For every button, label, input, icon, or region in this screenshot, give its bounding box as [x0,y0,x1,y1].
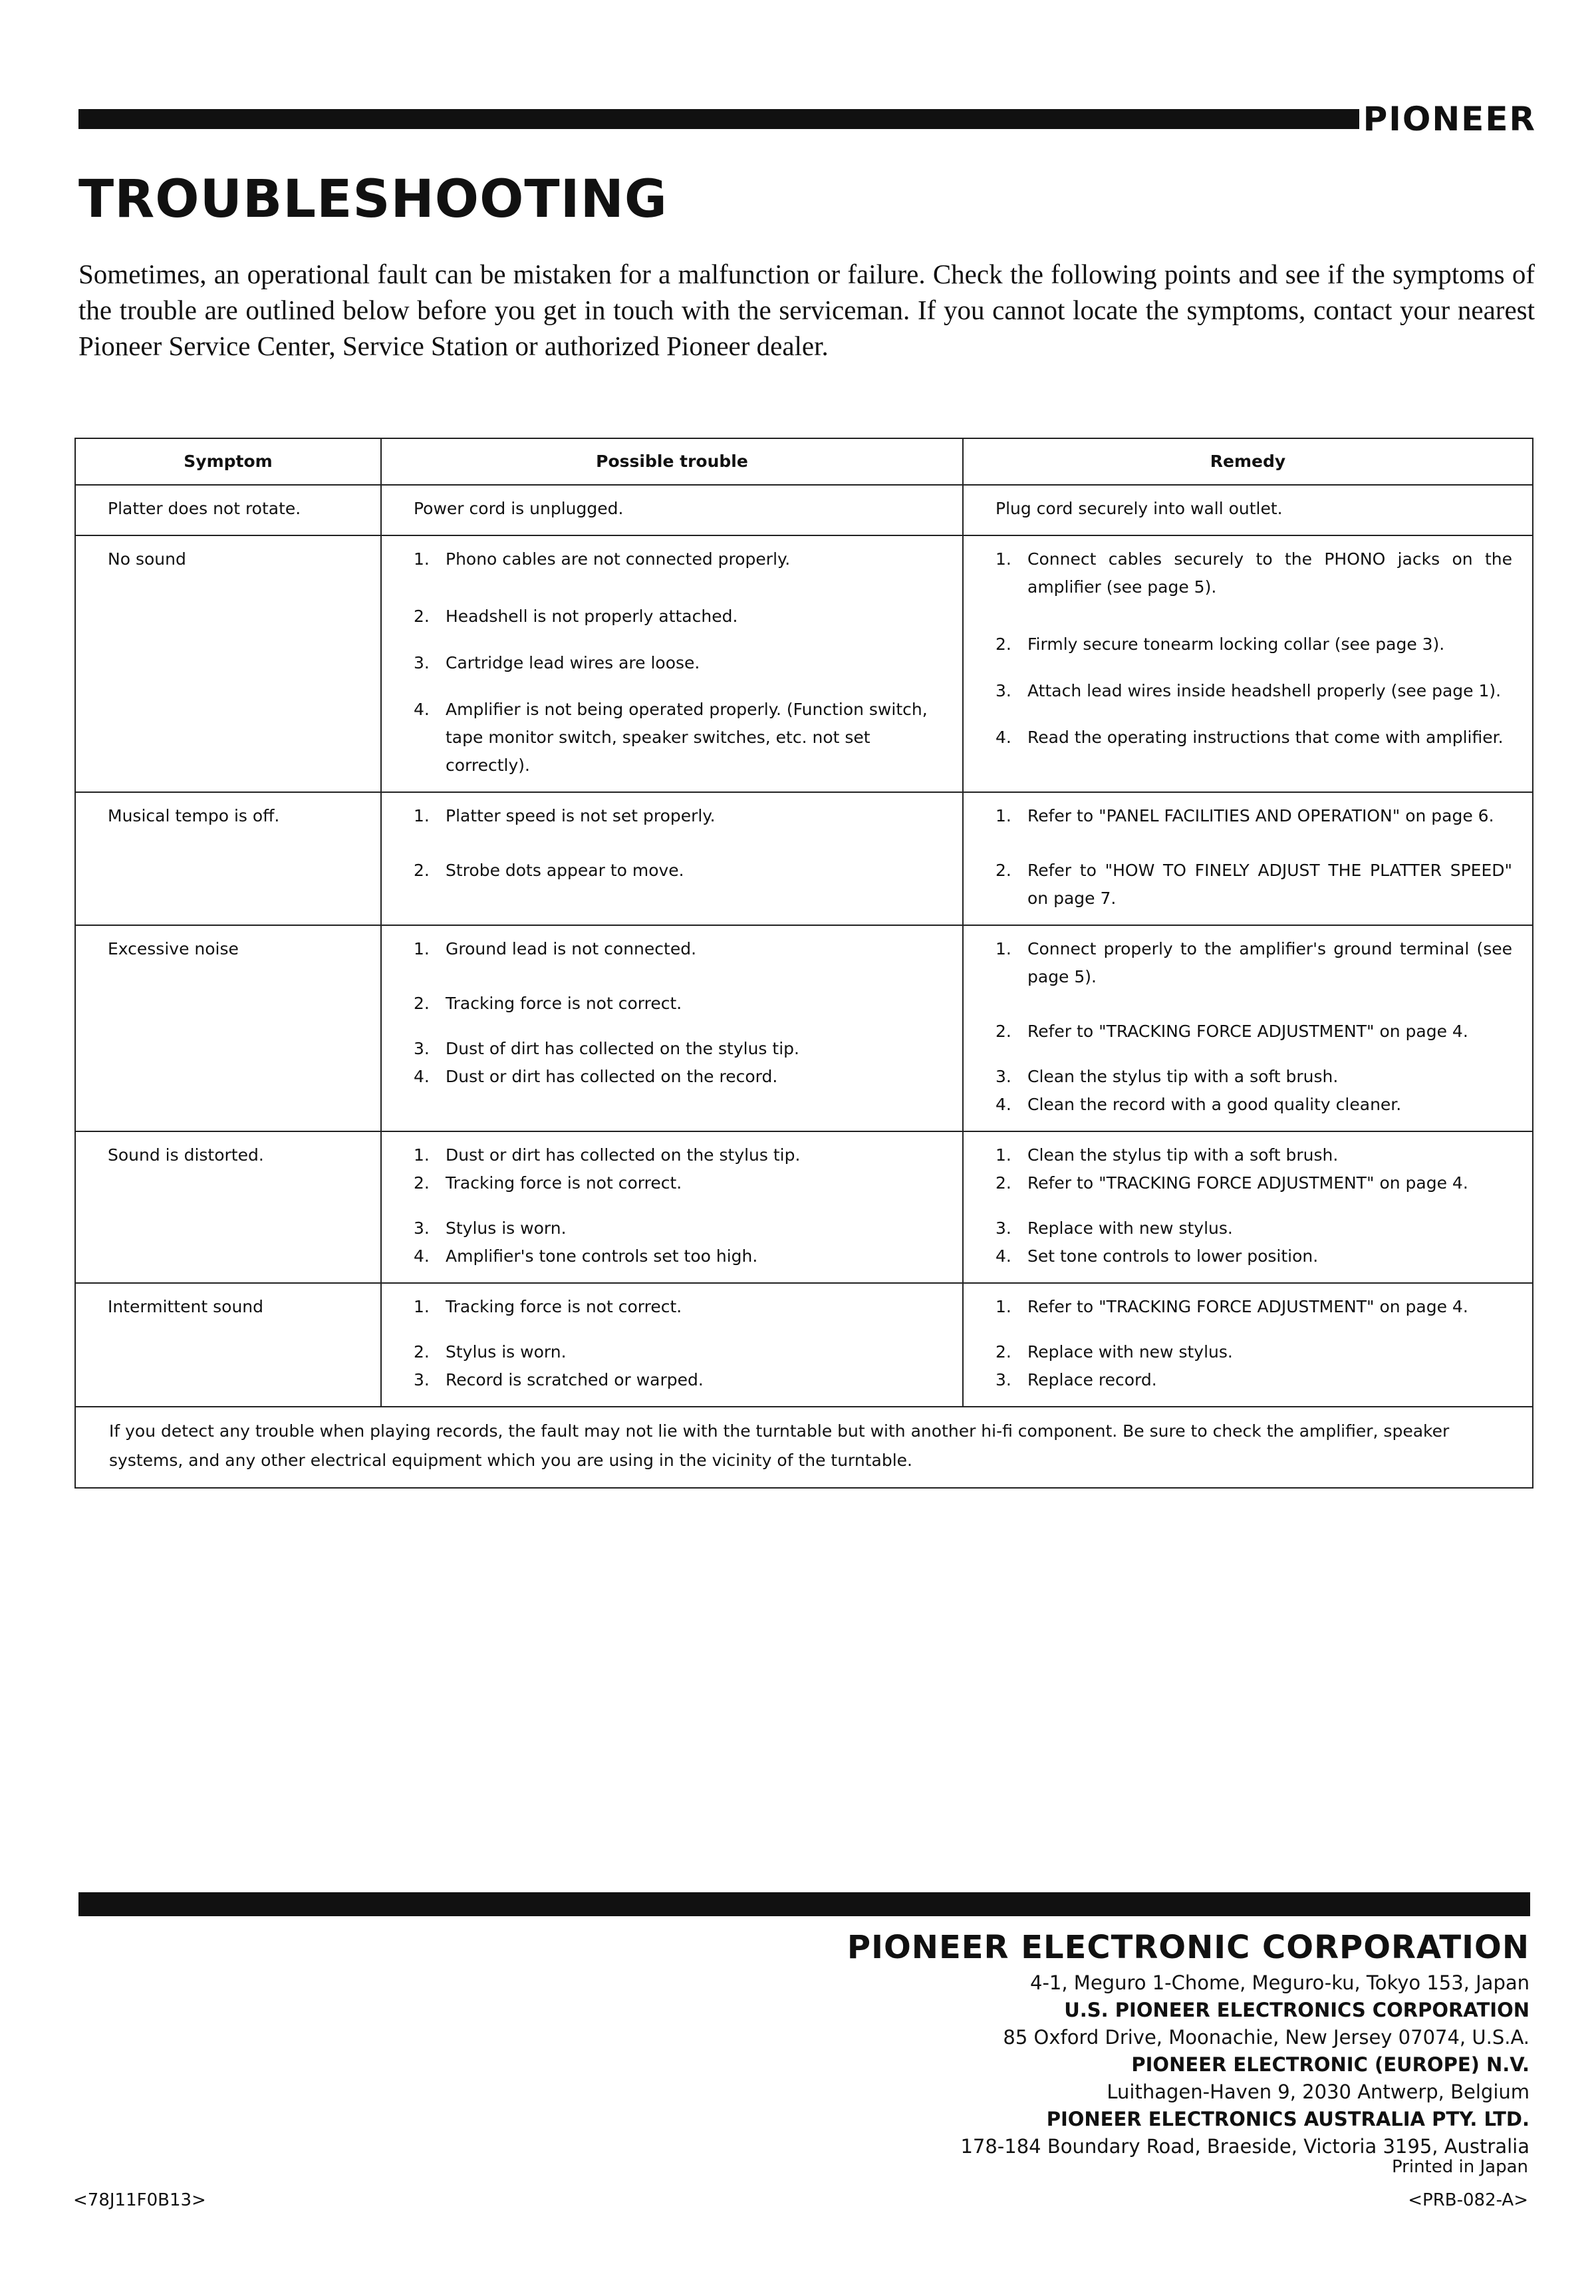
item-number: 1. [414,939,430,958]
item-text: Amplifier's tone controls set too high. [446,1246,758,1266]
trouble-item [414,1293,942,1321]
trouble-item [414,545,942,573]
item-text: Plug cord securely into wall outlet. [996,499,1283,518]
remedy-item [996,1018,1512,1046]
item-text: Connect properly to the amplifier's ground terminal (see page 5). [1027,939,1512,986]
footer-rule [78,1892,1530,1916]
trouble-item [414,1366,942,1394]
symptom-cell: Excessive noise [75,925,381,1131]
item-number: 3. [996,1219,1011,1238]
trouble-item [414,603,942,631]
item-text: Dust or dirt has collected on the record. [446,1067,778,1086]
remedy-item [996,1063,1512,1091]
remedy-item [996,1338,1512,1366]
item-number: 4. [414,700,430,719]
brand-logo: PIONEER [1363,100,1536,138]
item-number: 2. [996,861,1011,880]
intro-paragraph: Sometimes, an operational fault can be mistaken for a malfunction or failure. Check the following points and see if the symptoms of the trouble are outlined below before you get in touch with the serviceman. If you cannot locate the symptoms, contact your nearest Pioneer Service Center, Service Station or authorized Pioneer dealer. [78,259,1535,361]
header-bar [78,100,1536,138]
remedy-item [996,1141,1512,1169]
item-text: Attach lead wires inside headshell properly (see page 1). [1027,681,1502,700]
trouble-item [414,649,942,677]
company-address: 4-1, Meguro 1-Chome, Meguro-ku, Tokyo 153, Japan [1030,1971,1530,1994]
table-header-row [75,438,1533,485]
item-text: Tracking force is not correct. [446,994,682,1013]
item-number: 4. [996,728,1011,747]
trouble-item [414,857,942,885]
troubleshooting-table [74,438,1533,1489]
trouble-item [414,1242,942,1270]
item-text: Strobe dots appear to move. [446,861,684,880]
item-text: Platter speed is not set properly. [446,806,716,825]
table-row [75,1283,1533,1407]
item-text: Connect cables securely to the PHONO jacks on the amplifier (see page 5). [1027,549,1512,597]
header-rule [78,109,1359,129]
possible-trouble-cell [381,1131,963,1283]
remedy-item [996,631,1512,658]
remedy-item [996,1242,1512,1270]
remedy-item [996,1091,1512,1119]
item-text: Replace record. [1027,1370,1157,1389]
symptom-cell: Platter does not rotate. [75,485,381,535]
item-text: Phono cables are not connected properly. [446,549,791,569]
remedy-cell [963,925,1533,1131]
item-number: 4. [996,1095,1011,1114]
trouble-item [414,1063,942,1091]
item-text: Stylus is worn. [446,1342,567,1362]
remedy-cell [963,535,1533,792]
trouble-item [414,495,942,523]
possible-trouble-cell [381,1283,963,1407]
item-text: Set tone controls to lower position. [1027,1246,1319,1266]
item-number: 2. [414,1342,430,1362]
item-number: 4. [996,1246,1011,1266]
table-row [75,1131,1533,1283]
item-text: Clean the record with a good quality cleaner. [1027,1095,1402,1114]
eu-company-name: PIONEER ELECTRONIC (EUROPE) N.V. [1131,2053,1530,2076]
item-text: Headshell is not properly attached. [446,607,738,626]
item-number: 4. [414,1246,430,1266]
item-number: 1. [414,806,430,825]
possible-trouble-cell [381,485,963,535]
item-number: 1. [414,1145,430,1165]
symptom-cell: No sound [75,535,381,792]
item-number: 4. [414,1067,430,1086]
item-text: Refer to "HOW TO FINELY ADJUST THE PLATTER SPEED" on page 7. [1027,861,1512,908]
item-text: Cartridge lead wires are loose. [446,653,700,672]
item-number: 3. [414,1219,430,1238]
item-text: Amplifier is not being operated properly. (Function switch, tape monitor switch, speaker switches, etc. not set correctly). [446,700,928,775]
trouble-item [414,1215,942,1242]
remedy-cell [963,1131,1533,1283]
item-number: 3. [414,1370,430,1389]
table-note: If you detect any trouble when playing records, the fault may not lie with the turntable but with another hi-fi component. Be sure to check the amplifier, speaker systems, and any other electrical equipment which you are using in the vicinity of the turntable. [75,1407,1533,1488]
remedy-item [996,545,1512,601]
item-number: 2. [414,607,430,626]
item-text: Tracking force is not correct. [446,1297,682,1316]
item-number: 2. [414,1173,430,1193]
symptom-cell: Intermittent sound [75,1283,381,1407]
company-block [847,1926,1530,2160]
possible-trouble-cell [381,792,963,925]
remedy-item [996,1169,1512,1197]
item-number: 2. [414,994,430,1013]
trouble-item [414,1141,942,1169]
item-number: 1. [414,1297,430,1316]
item-number: 2. [996,1342,1011,1362]
table-note-row [75,1407,1533,1488]
item-number: 3. [414,653,430,672]
item-text: Clean the stylus tip with a soft brush. [1027,1067,1339,1086]
item-number: 1. [996,939,1011,958]
item-text: Dust of dirt has collected on the stylus tip. [446,1039,799,1058]
table-body [75,485,1533,1407]
item-number: 3. [996,1370,1011,1389]
trouble-item [414,1035,942,1063]
item-text: Refer to "TRACKING FORCE ADJUSTMENT" on page 4. [1027,1022,1468,1041]
remedy-item [996,1293,1512,1321]
remedy-item [996,802,1512,830]
item-number: 1. [414,549,430,569]
symptom-cell: Musical tempo is off. [75,792,381,925]
header-symptom: Symptom [75,438,381,485]
remedy-item [996,1215,1512,1242]
item-text: Refer to "TRACKING FORCE ADJUSTMENT" on page 4. [1027,1297,1468,1316]
item-text: Clean the stylus tip with a soft brush. [1027,1145,1339,1165]
au-company-address: 178-184 Boundary Road, Braeside, Victoria 3195, Australia [960,2135,1530,2158]
possible-trouble-cell [381,925,963,1131]
item-text: Record is scratched or warped. [446,1370,704,1389]
table-row [75,535,1533,792]
company-name: PIONEER ELECTRONIC CORPORATION [847,1929,1530,1966]
page-title: TROUBLESHOOTING [78,170,668,229]
item-text: Power cord is unplugged. [414,499,624,518]
table-row [75,925,1533,1131]
item-number: 3. [996,1067,1011,1086]
item-number: 2. [996,635,1011,654]
item-text: Refer to "TRACKING FORCE ADJUSTMENT" on page 4. [1027,1173,1468,1193]
eu-company-address: Luithagen-Haven 9, 2030 Antwerp, Belgium [1107,2081,1530,2103]
us-company-name: U.S. PIONEER ELECTRONICS CORPORATION [1064,1999,1530,2021]
trouble-item [414,990,942,1018]
remedy-item [996,935,1512,991]
item-text: Firmly secure tonearm locking collar (see page 3). [1027,635,1445,654]
item-number: 3. [996,681,1011,700]
us-company-address: 85 Oxford Drive, Moonachie, New Jersey 07074, U.S.A. [1003,2026,1530,2049]
item-text: Dust or dirt has collected on the stylus tip. [446,1145,801,1165]
item-text: Stylus is worn. [446,1219,567,1238]
item-number: 2. [996,1173,1011,1193]
document-code-right: <PRB-082-A> [1408,2190,1528,2210]
item-text: Replace with new stylus. [1027,1219,1233,1238]
remedy-item [996,1366,1512,1394]
symptom-cell: Sound is distorted. [75,1131,381,1283]
trouble-item [414,802,942,830]
printed-in-label: Printed in Japan [1391,2157,1528,2177]
item-text: Tracking force is not correct. [446,1173,682,1193]
item-text: Replace with new stylus. [1027,1342,1233,1362]
remedy-item [996,495,1512,523]
remedy-item [996,677,1512,705]
remedy-item [996,857,1512,913]
remedy-cell [963,485,1533,535]
remedy-cell [963,792,1533,925]
header-possible-trouble: Possible trouble [381,438,963,485]
item-number: 3. [414,1039,430,1058]
item-number: 2. [996,1022,1011,1041]
item-number: 1. [996,1145,1011,1165]
header-remedy: Remedy [963,438,1533,485]
possible-trouble-cell [381,535,963,792]
item-text: Refer to "PANEL FACILITIES AND OPERATION" on page 6. [1027,806,1494,825]
table-row [75,485,1533,535]
item-number: 2. [414,861,430,880]
item-number: 1. [996,1297,1011,1316]
remedy-item [996,724,1512,752]
item-text: Ground lead is not connected. [446,939,697,958]
item-number: 1. [996,549,1011,569]
item-number: 1. [996,806,1011,825]
trouble-item [414,1338,942,1366]
document-code-left: <78J11F0B13> [73,2190,206,2210]
table-row [75,792,1533,925]
au-company-name: PIONEER ELECTRONICS AUSTRALIA PTY. LTD. [1046,2108,1530,2130]
trouble-item [414,696,942,780]
item-text: Read the operating instructions that come with amplifier. [1027,728,1504,747]
trouble-item [414,1169,942,1197]
remedy-cell [963,1283,1533,1407]
trouble-item [414,935,942,963]
